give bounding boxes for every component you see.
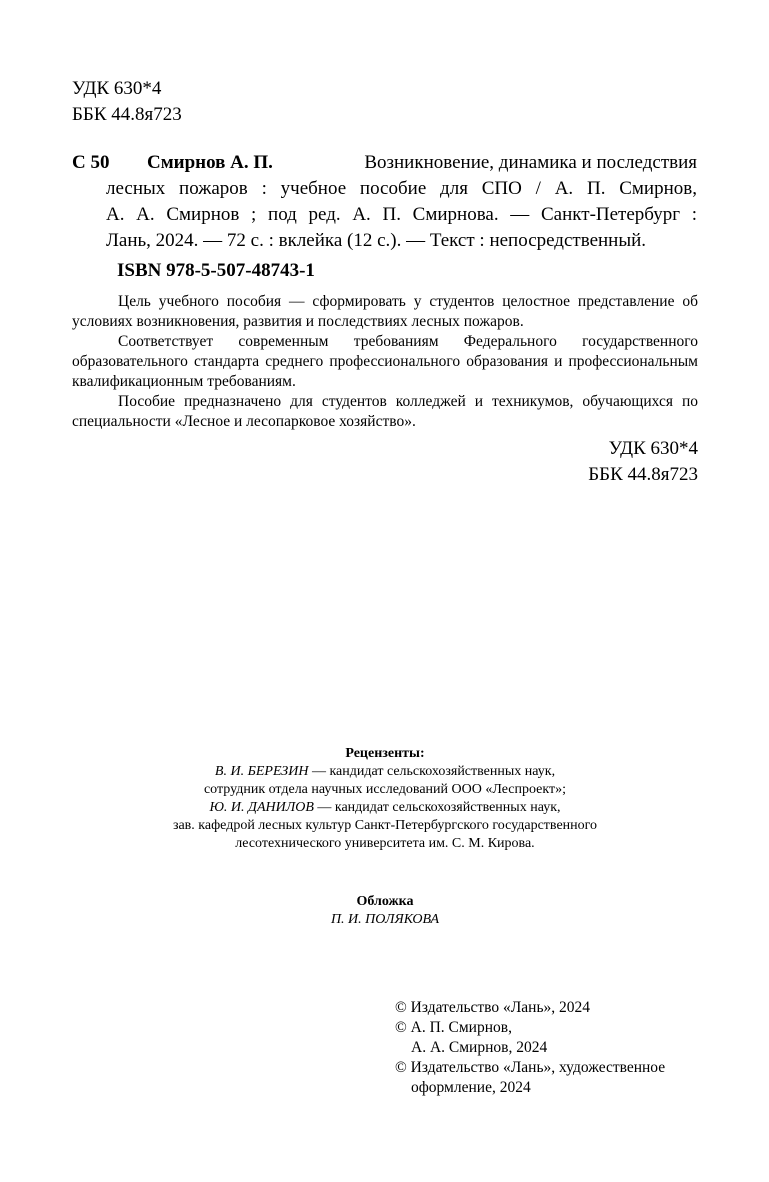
copyright-line-5: оформление, 2024 bbox=[411, 1079, 531, 1096]
cover-heading: Обложка bbox=[356, 894, 414, 909]
annotation-paragraph-3: Пособие предназначено для студентов колледжей и техникумов, обучающихся по специальности «Лесное и лесопарковое хозяйство». bbox=[72, 393, 698, 430]
footer-bbk: ББК 44.8я723 bbox=[588, 464, 698, 485]
annotation-paragraph-2: Соответствует современным требованиям Федерального государственного образовательного стандарта среднего профессионального образования и профессиональным квалификационным требованиям. bbox=[72, 333, 698, 390]
catalog-line-1 bbox=[147, 150, 697, 175]
reviewer-1-name: В. И. БЕРЕЗИН bbox=[214, 764, 309, 779]
reviewer-2-line-2: зав. кафедрой лесных культур Санкт-Петербургского государственного bbox=[172, 818, 598, 833]
reviewer-2-line-1: Ю. И. ДАНИЛОВ — кандидат сельскохозяйственных наук, bbox=[209, 800, 561, 815]
catalog-code: С 50 bbox=[72, 152, 110, 173]
copyright-line-4: © Издательство «Лань», художественное bbox=[395, 1059, 666, 1076]
catalog-line-2: лесных пожаров : учебное пособие для СПО / А. П. Смирнов, bbox=[106, 178, 697, 199]
copyright-line-1: © Издательство «Лань», 2024 bbox=[395, 999, 591, 1016]
cover-block bbox=[220, 893, 550, 929]
catalog-line-3: А. А. Смирнов ; под ред. А. П. Смирнова. — Санкт-Петербург : bbox=[106, 204, 697, 225]
reviewers-block bbox=[120, 745, 650, 853]
header-bbk: ББК 44.8я723 bbox=[72, 104, 182, 125]
catalog-line-4: Лань, 2024. — 72 с. : вклейка (12 с.). — Текст : непосредственный. bbox=[106, 230, 647, 251]
isbn: ISBN 978-5-507-48743-1 bbox=[117, 260, 315, 281]
reviewer-1-line-1: В. И. БЕРЕЗИН — кандидат сельскохозяйственных наук, bbox=[214, 764, 556, 779]
catalog-author: Смирнов А. П. bbox=[147, 152, 273, 173]
reviewer-1-line-2: сотрудник отдела научных исследований ООО «Леспроект»; bbox=[203, 782, 567, 797]
copyright-block bbox=[395, 998, 715, 1098]
annotation-paragraph-1: Цель учебного пособия — сформировать у студентов целостное представление об условиях возникновения, развития и последствиях лесных пожаров. bbox=[72, 293, 698, 330]
copyright-line-3: А. А. Смирнов, 2024 bbox=[411, 1039, 548, 1056]
cover-designer: П. И. ПОЛЯКОВА bbox=[330, 912, 440, 927]
reviewers-heading: Рецензенты: bbox=[345, 746, 425, 761]
reviewer-2-name: Ю. И. ДАНИЛОВ bbox=[209, 800, 314, 815]
copyright-line-2: © А. П. Смирнов, bbox=[395, 1019, 512, 1036]
catalog-title: Возникновение, динамика и последствия bbox=[364, 152, 697, 173]
header-udk: УДК 630*4 bbox=[72, 78, 162, 99]
footer-udk: УДК 630*4 bbox=[608, 438, 698, 459]
reviewer-2-line-3: лесотехнического университета им. С. М. Кирова. bbox=[235, 836, 535, 851]
